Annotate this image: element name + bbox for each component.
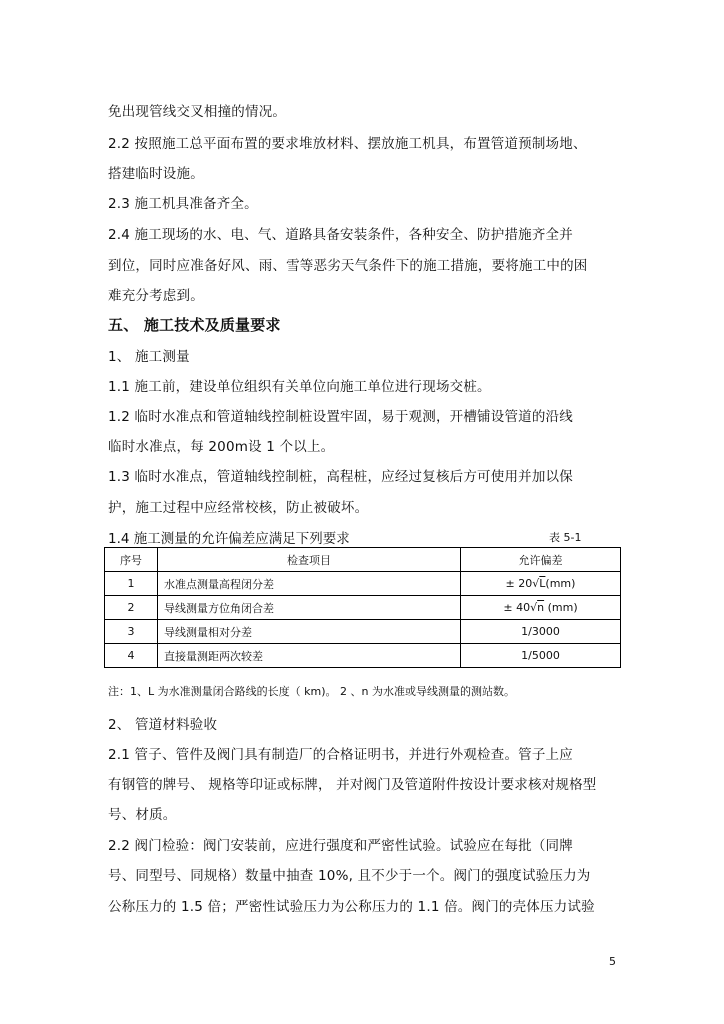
cell-tolerance bbox=[461, 596, 621, 620]
cell-item: 导线测量相对分差 bbox=[158, 620, 461, 644]
table-title: 1.4 施工测量的允许偏差应满足下列要求 bbox=[108, 531, 350, 547]
paragraph-line: 1.2 临时水准点和管道轴线控制桩设置牢固，易于观测，开槽铺设管道的沿线 bbox=[108, 409, 573, 425]
paragraph-line: 2.2 阀门检验：阀门安装前，应进行强度和严密性试验。试验应在每批（同牌 bbox=[108, 838, 573, 854]
paragraph-line: 搭建临时设施。 bbox=[108, 166, 204, 182]
header-no: 序号 bbox=[105, 548, 158, 572]
paragraph-line: 1.1 施工前，建设单位组织有关单位向施工单位进行现场交桩。 bbox=[108, 379, 491, 395]
cell-no: 1 bbox=[105, 572, 158, 596]
paragraph-line: 难充分考虑到。 bbox=[108, 288, 204, 304]
cell-item: 直接量测距两次较差 bbox=[158, 644, 461, 668]
table-row bbox=[105, 572, 621, 596]
tol-suffix: (mm) bbox=[545, 577, 576, 590]
paragraph-line: 号、同型号、同规格）数量中抽查 10%, 且不少于一个。阀门的强度试验压力为 bbox=[108, 868, 591, 884]
paragraph-line: 护，施工过程中应经常校核，防止被破坏。 bbox=[108, 500, 369, 516]
subsection-heading: 2、 管道材料验收 bbox=[108, 717, 218, 733]
paragraph-line: 2.1 管子、管件及阀门具有制造厂的合格证明书，并进行外观检查。管子上应 bbox=[108, 747, 573, 763]
table-number: 表 5-1 bbox=[549, 531, 582, 544]
paragraph-line: 号、材质。 bbox=[108, 807, 177, 823]
tol-prefix: ± 40√ bbox=[503, 601, 538, 614]
tol-suffix: (mm) bbox=[544, 601, 578, 614]
tolerance-table bbox=[104, 547, 621, 668]
page-number: 5 bbox=[609, 955, 616, 968]
cell-no: 4 bbox=[105, 644, 158, 668]
cell-no: 2 bbox=[105, 596, 158, 620]
tol-symbol: L bbox=[539, 577, 546, 590]
cell-item: 导线测量方位角闭合差 bbox=[158, 596, 461, 620]
table-row bbox=[105, 644, 621, 668]
paragraph-line: 临时水准点，每 200m设 1 个以上。 bbox=[108, 439, 335, 455]
table-note: 注：1、L 为水准测量闭合路线的长度（ km)。 2 、n 为水准或导线测量的测站数。 bbox=[108, 685, 515, 698]
cell-item: 水准点测量高程闭分差 bbox=[158, 572, 461, 596]
cell-tolerance bbox=[461, 572, 621, 596]
header-item: 检查项目 bbox=[158, 548, 461, 572]
paragraph-line: 到位，同时应准备好风、雨、雪等恶劣天气条件下的施工措施，要将施工中的困 bbox=[108, 258, 588, 274]
header-tolerance: 允许偏差 bbox=[461, 548, 621, 572]
table-row bbox=[105, 620, 621, 644]
cell-no: 3 bbox=[105, 620, 158, 644]
paragraph-line: 2.3 施工机具准备齐全。 bbox=[108, 196, 258, 212]
paragraph-line: 2.2 按照施工总平面布置的要求堆放材料、摆放施工机具，布置管道预制场地、 bbox=[108, 136, 587, 152]
tol-symbol: n bbox=[537, 601, 545, 614]
cell-tolerance: 1/5000 bbox=[461, 644, 621, 668]
paragraph-line: 公称压力的 1.5 倍；严密性试验压力为公称压力的 1.1 倍。阀门的壳体压力试验 bbox=[108, 899, 595, 915]
paragraph-line: 1.3 临时水准点，管道轴线控制桩，高程桩，应经过复核后方可使用并加以保 bbox=[108, 469, 573, 485]
paragraph-line: 2.4 施工现场的水、电、气、道路具备安装条件，各种安全、防护措施齐全并 bbox=[108, 227, 573, 243]
section-heading: 五、 施工技术及质量要求 bbox=[108, 316, 281, 334]
table-row bbox=[105, 596, 621, 620]
paragraph-line: 有钢管的牌号、 规格等印证或标牌， 并对阀门及管道附件按设计要求核对规格型 bbox=[108, 777, 597, 793]
subsection-heading: 1、 施工测量 bbox=[108, 349, 190, 365]
tol-prefix: ± 20√ bbox=[505, 577, 540, 590]
cell-tolerance: 1/3000 bbox=[461, 620, 621, 644]
paragraph-line: 免出现管线交叉相撞的情况。 bbox=[108, 104, 287, 120]
table-header-row bbox=[105, 548, 621, 572]
